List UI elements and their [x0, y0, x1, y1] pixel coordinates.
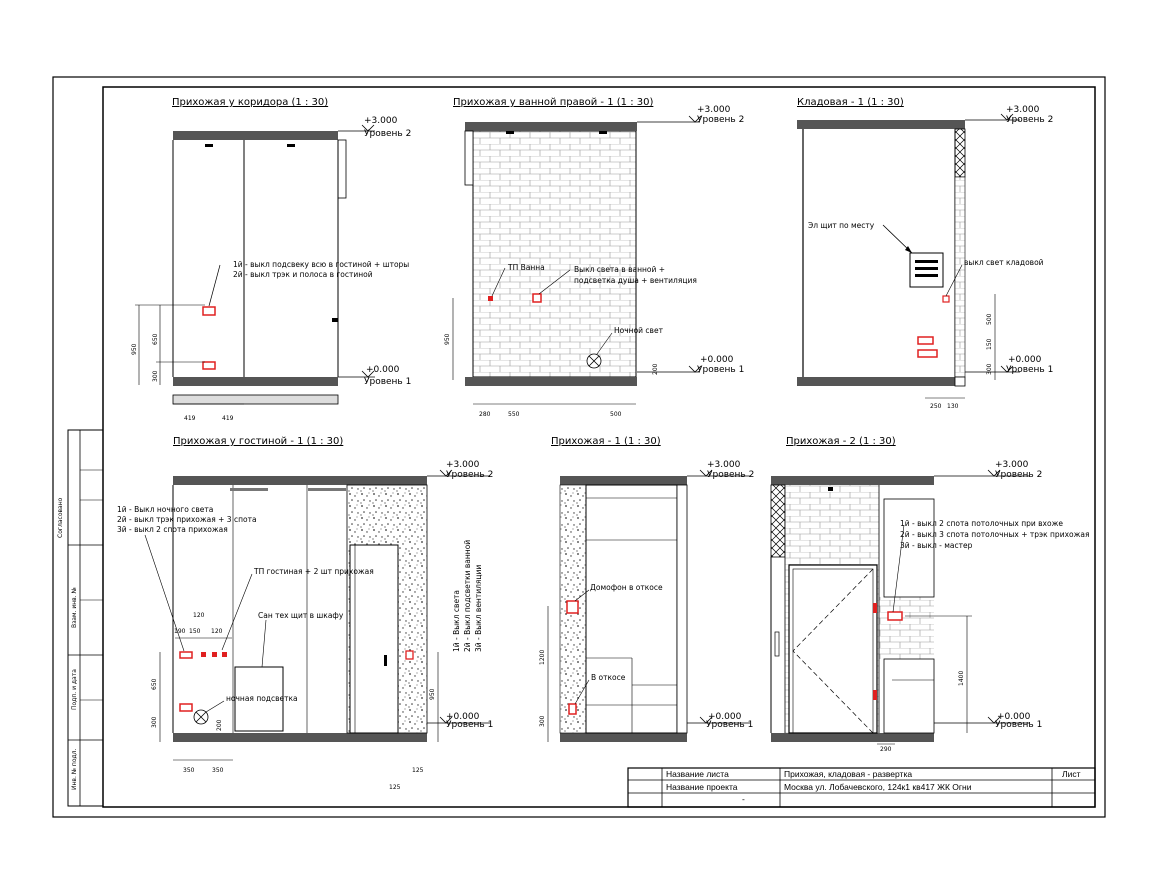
v4-night-note: ночная подсветка [226, 694, 298, 703]
svg-text:+3.000: +3.000 [446, 460, 480, 470]
svg-text:+3.000: +3.000 [1006, 105, 1040, 115]
sheet-name-label: Название листа [666, 769, 729, 779]
switch-icon [888, 612, 902, 620]
switch-icon [406, 651, 413, 659]
v1-dim-419b: 419 [222, 415, 234, 422]
v1-dim-300: 300 [152, 370, 159, 382]
v1-note-2: 2й - выкл трэк и полоса в гостиной [233, 270, 373, 279]
view-hallway-1 [539, 436, 754, 742]
socket-icon [203, 362, 215, 369]
v2-tp-note: ТП Ванна [508, 263, 545, 272]
v4-dim-200: 200 [216, 719, 223, 731]
view3-title: Кладовая - 1 (1 : 30) [797, 97, 904, 108]
v2-dim-200: 200 [652, 363, 659, 375]
v3-dim-130: 130 [947, 403, 959, 410]
svg-text:Уровень 1: Уровень 1 [995, 720, 1043, 730]
v2-dim-550: 550 [508, 411, 520, 418]
view-hallway-bathroom [444, 97, 744, 418]
bath-switch-icon [533, 294, 541, 302]
svg-text:+3.000: +3.000 [697, 105, 731, 115]
title-dash: - [742, 794, 745, 804]
v3-dim-500: 500 [986, 313, 993, 325]
sidebar-agreed: Согласовано [57, 497, 64, 538]
svg-text:+3.000: +3.000 [995, 460, 1029, 470]
v5-intercom-note: Домофон в откосе [590, 583, 663, 592]
v3-dim-300: 300 [986, 363, 993, 375]
v4-right-note-2: 2й - Выкл подсветки ванной [463, 539, 472, 652]
v4-dim-120a: 120 [193, 612, 205, 619]
v4-dim-300: 300 [151, 716, 158, 728]
v4-dim-650: 650 [151, 678, 158, 690]
v6-note-2: 2й - выкл 3 спота потолочных + трэк прихожая [900, 530, 1090, 539]
title-block [628, 768, 1095, 807]
thermo-icon [488, 296, 493, 301]
v4-dim-125a: 125 [412, 767, 424, 774]
svg-text:Уровень 1: Уровень 1 [364, 377, 412, 387]
v6-level-top [934, 460, 1042, 480]
project-name-value: Москва ул. Лобачевского, 124к1 кв417 ЖК Огни [784, 782, 972, 792]
v2-dim-280: 280 [479, 411, 491, 418]
v4-note-3: 3й - выкл 2 спота прихожая [117, 525, 228, 534]
v4-dim-150: 150 [189, 628, 201, 635]
v5-dim-300: 300 [539, 715, 546, 727]
socket-icon [918, 337, 933, 344]
v4-dim-350a: 350 [183, 767, 195, 774]
svg-text:Уровень 2: Уровень 2 [995, 470, 1043, 480]
svg-text:Уровень 2: Уровень 2 [446, 470, 494, 480]
svg-text:Уровень 1: Уровень 1 [697, 365, 745, 375]
svg-text:+3.000: +3.000 [364, 116, 398, 126]
v3-panel-note: Эл щит по месту [808, 221, 875, 230]
v2-night-note: Ночной свет [614, 326, 663, 335]
v4-dim-190: 190 [174, 628, 186, 635]
v6-note-1: 1й - выкл 2 спота потолочных при вхоже [900, 519, 1063, 528]
v3-level-bottom [965, 355, 1053, 375]
sheet-name-value: Прихожая, кладовая - развертка [784, 769, 913, 779]
project-name-label: Название проекта [666, 782, 738, 792]
v3-dim-250: 250 [930, 403, 942, 410]
sidebar-stamp [57, 430, 103, 806]
view5-title: Прихожая - 1 (1 : 30) [551, 436, 661, 447]
svg-text:Уровень 1: Уровень 1 [1006, 365, 1054, 375]
storage-switch-icon [943, 296, 949, 302]
v5-dim-1200: 1200 [539, 649, 546, 665]
switch-icon [180, 652, 192, 658]
view-hallway-2 [771, 436, 1089, 753]
v3-switch-note: выкл свет кладовой [964, 258, 1044, 267]
v4-right-note-3: 3й - Выкл вентиляции [474, 564, 483, 652]
intercom-icon [567, 601, 578, 613]
v1-note-1: 1й - выкл подсвеку всю в гостиной + шторы [233, 260, 410, 269]
sidebar-signature: Подп. и дата [71, 669, 78, 710]
svg-text:Уровень 2: Уровень 2 [697, 115, 745, 125]
v4-note-2: 2й - выкл трэк прихожая + 3 спота [117, 515, 257, 524]
v5-level-top [687, 460, 754, 480]
v6-dim-290: 290 [880, 746, 892, 753]
view1-title: Прихожая у коридора (1 : 30) [172, 97, 329, 108]
v4-tp-note: ТП гостиная + 2 шт прихожая [254, 567, 374, 576]
v5-level-bottom [687, 712, 753, 730]
view-storage [797, 97, 1053, 410]
view-hallway-living [117, 436, 493, 791]
svg-text:Уровень 2: Уровень 2 [707, 470, 755, 480]
v4-note-1: 1й - Выкл ночного света [117, 505, 214, 514]
svg-text:+0.000: +0.000 [366, 365, 400, 375]
v2-dim-500: 500 [610, 411, 622, 418]
v5-slope-note: В откосе [591, 673, 626, 682]
v2-dim-950: 950 [444, 333, 451, 345]
v3-level-top [965, 105, 1053, 125]
svg-text:+0.000: +0.000 [446, 712, 480, 722]
v1-dim-419a: 419 [184, 415, 196, 422]
v4-dim-350b: 350 [212, 767, 224, 774]
view4-title: Прихожая у гостиной - 1 (1 : 30) [173, 436, 344, 447]
v4-dim-125b: 125 [389, 784, 401, 791]
v4-dim-950: 950 [429, 688, 436, 700]
svg-text:+0.000: +0.000 [1008, 355, 1042, 365]
v1-level-bottom [338, 365, 411, 387]
socket-icon [918, 350, 937, 357]
v6-note-3: 3й - выкл - мастер [900, 541, 973, 550]
svg-text:+0.000: +0.000 [700, 355, 734, 365]
svg-text:Уровень 2: Уровень 2 [1006, 115, 1054, 125]
v4-panel-note: Сан тех щит в шкафу [258, 611, 344, 620]
v4-level-top [427, 460, 493, 480]
v4-level-bottom [427, 712, 493, 730]
socket-icon [180, 704, 192, 711]
svg-text:Уровень 2: Уровень 2 [364, 129, 412, 139]
v3-dim-150: 150 [986, 338, 993, 350]
v2-switch-note-1: Выкл света в ванной + [574, 265, 666, 274]
v1-dim-950: 950 [131, 343, 138, 355]
v6-dim-1400: 1400 [958, 670, 965, 686]
sidebar-inventory: Инв. № подл. [71, 748, 78, 790]
svg-text:Уровень 1: Уровень 1 [706, 720, 754, 730]
view6-title: Прихожая - 2 (1 : 30) [786, 436, 896, 447]
svg-text:+0.000: +0.000 [708, 712, 742, 722]
v4-right-note-1: 1й - Выкл света [452, 589, 461, 652]
entrance-door [789, 565, 877, 733]
svg-text:Уровень 1: Уровень 1 [446, 720, 494, 730]
view2-title: Прихожая у ванной правой - 1 (1 : 30) [453, 97, 654, 108]
v2-switch-note-2: подсветка душа + вентиляция [574, 276, 697, 285]
sheet-number-label: Лист [1062, 769, 1081, 779]
switch-icon [203, 307, 215, 315]
v1-dim-650: 650 [152, 333, 159, 345]
svg-text:+0.000: +0.000 [997, 712, 1031, 722]
sidebar-replaced: Взам. инв. № [71, 587, 78, 628]
view-hallway-corridor [131, 97, 411, 422]
v2-level-top [637, 105, 744, 125]
v4-dim-120b: 120 [211, 628, 223, 635]
v6-level-bottom [934, 712, 1042, 730]
svg-text:+3.000: +3.000 [707, 460, 741, 470]
v1-level-top [338, 116, 411, 139]
socket-icon [569, 704, 576, 714]
